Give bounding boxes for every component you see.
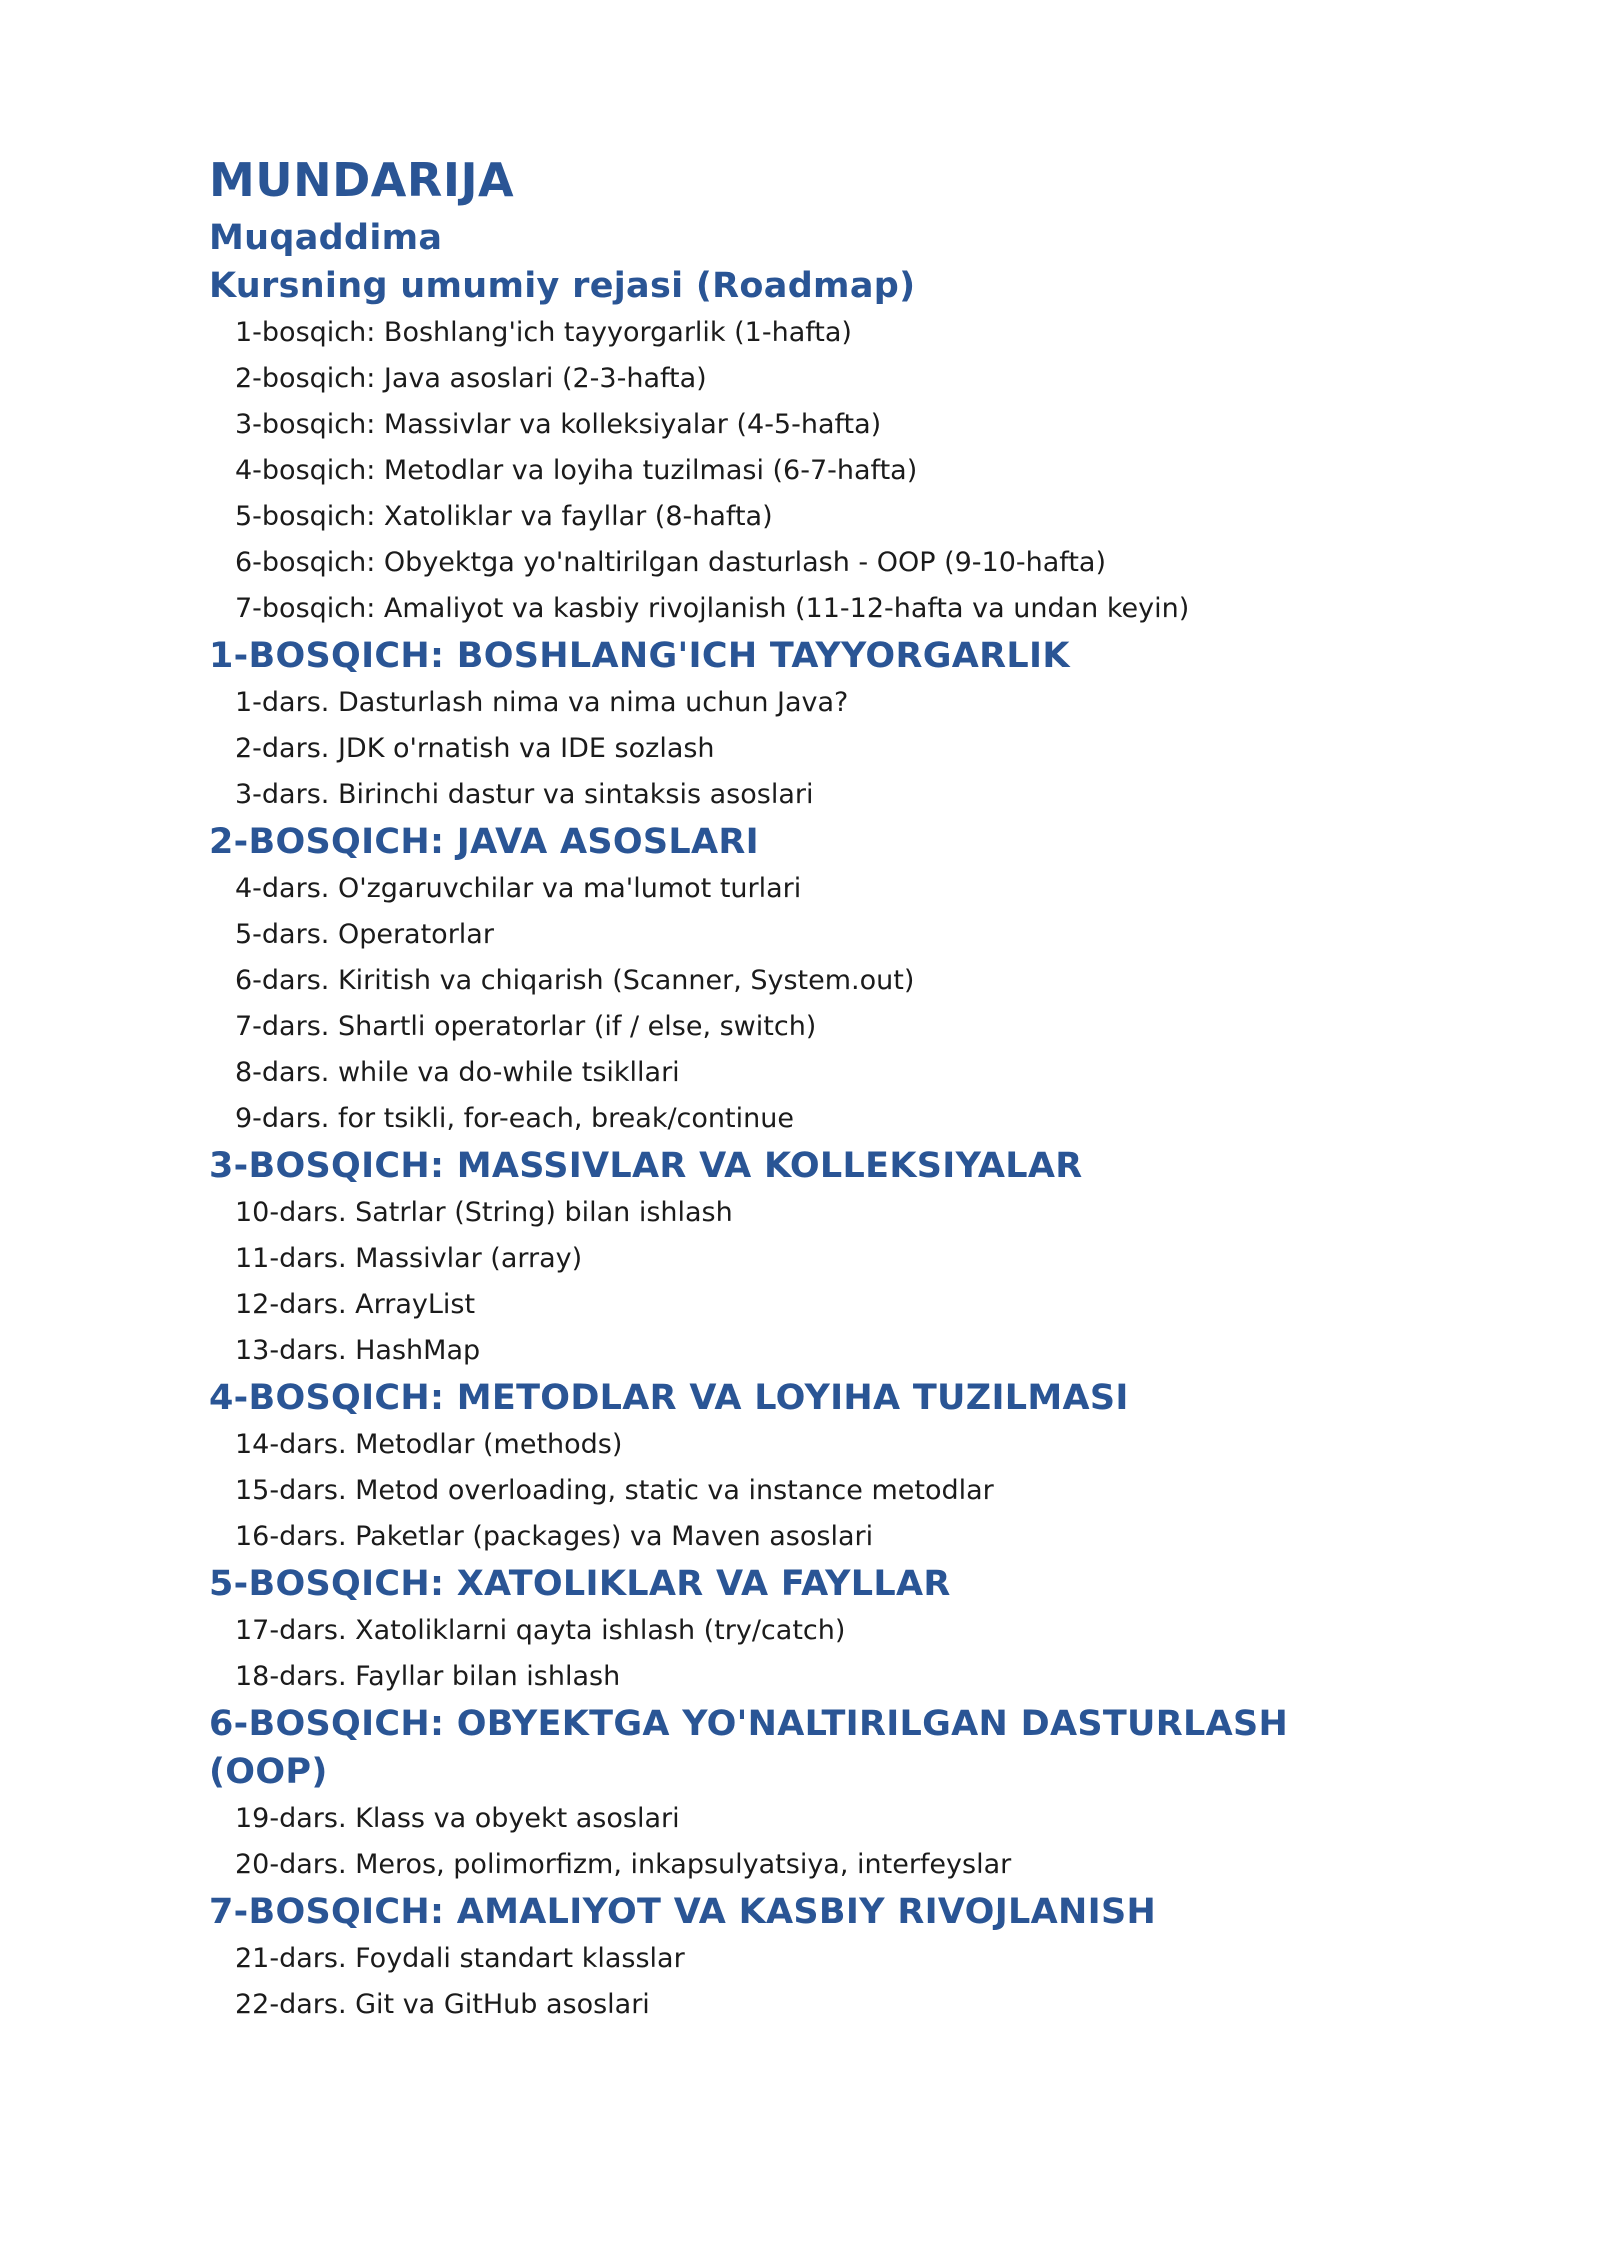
toc-entry[interactable]: 4-bosqich: Metodlar va loyiha tuzilmasi (6-7-hafta)	[235, 455, 918, 486]
toc-entry[interactable]: 17-dars. Xatoliklarni qayta ishlash (try/catch)	[235, 1615, 846, 1646]
toc-entry[interactable]: 20-dars. Meros, polimorfizm, inkapsulyatsiya, interfeyslar	[235, 1849, 1012, 1880]
toc-entry[interactable]: 2-bosqich: Java asoslari (2-3-hafta)	[235, 363, 707, 394]
toc-heading-stage-7[interactable]: 7-BOSQICH: AMALIYOT VA KASBIY RIVOJLANISH	[209, 1892, 1157, 1932]
toc-entry[interactable]: 14-dars. Metodlar (methods)	[235, 1429, 623, 1460]
toc-heading-stage-4[interactable]: 4-BOSQICH: METODLAR VA LOYIHA TUZILMASI	[209, 1378, 1129, 1418]
toc-entry[interactable]: 3-bosqich: Massivlar va kolleksiyalar (4-5-hafta)	[235, 409, 882, 440]
page-title: MUNDARIJA	[209, 153, 515, 207]
toc-entry[interactable]: 10-dars. Satrlar (String) bilan ishlash	[235, 1197, 733, 1228]
toc-entry[interactable]: 1-dars. Dasturlash nima va nima uchun Java?	[235, 687, 849, 718]
toc-heading-stage-3[interactable]: 3-BOSQICH: MASSIVLAR VA KOLLEKSIYALAR	[209, 1146, 1083, 1186]
table-of-contents	[209, 150, 1409, 2028]
toc-entry[interactable]: 6-bosqich: Obyektga yo'naltirilgan dasturlash - OOP (9-10-hafta)	[235, 547, 1107, 578]
toc-entry[interactable]: 7-bosqich: Amaliyot va kasbiy rivojlanish (11-12-hafta va undan keyin)	[235, 593, 1190, 624]
toc-entry[interactable]: 7-dars. Shartli operatorlar (if / else, switch)	[235, 1011, 817, 1042]
toc-entry[interactable]: 2-dars. JDK o'rnatish va IDE sozlash	[235, 733, 715, 764]
toc-entry[interactable]: 5-dars. Operatorlar	[235, 919, 494, 950]
toc-entry[interactable]: 19-dars. Klass va obyekt asoslari	[235, 1803, 680, 1834]
toc-heading-stage-1[interactable]: 1-BOSQICH: BOSHLANG'ICH TAYYORGARLIK	[209, 636, 1070, 676]
toc-entry[interactable]: 1-bosqich: Boshlang'ich tayyorgarlik (1-hafta)	[235, 317, 852, 348]
toc-entry[interactable]: 3-dars. Birinchi dastur va sintaksis asoslari	[235, 779, 814, 810]
toc-entry[interactable]: 5-bosqich: Xatoliklar va fayllar (8-hafta)	[235, 501, 773, 532]
toc-heading-stage-2[interactable]: 2-BOSQICH: JAVA ASOSLARI	[209, 822, 759, 862]
toc-entry[interactable]: 11-dars. Massivlar (array)	[235, 1243, 583, 1274]
toc-entry[interactable]: 13-dars. HashMap	[235, 1335, 481, 1366]
toc-entry[interactable]: 16-dars. Paketlar (packages) va Maven asoslari	[235, 1521, 874, 1552]
toc-entry[interactable]: 8-dars. while va do-while tsikllari	[235, 1057, 680, 1088]
toc-entry[interactable]: 9-dars. for tsikli, for-each, break/continue	[235, 1103, 794, 1134]
toc-heading-stage-6[interactable]: 6-BOSQICH: OBYEKTGA YO'NALTIRILGAN DASTURLASH	[209, 1704, 1289, 1744]
toc-heading-intro[interactable]: Muqaddima	[209, 218, 443, 258]
toc-entry[interactable]: 22-dars. Git va GitHub asoslari	[235, 1989, 650, 2020]
toc-entry[interactable]: 15-dars. Metod overloading, static va instance metodlar	[235, 1475, 994, 1506]
toc-entry[interactable]: 4-dars. O'zgaruvchilar va ma'lumot turlari	[235, 873, 802, 904]
toc-entry[interactable]: 6-dars. Kiritish va chiqarish (Scanner, System.out)	[235, 965, 915, 996]
toc-heading-stage-6-continued[interactable]: (OOP)	[209, 1752, 328, 1792]
toc-heading-roadmap[interactable]: Kursning umumiy rejasi (Roadmap)	[209, 266, 916, 306]
toc-entry[interactable]: 21-dars. Foydali standart klasslar	[235, 1943, 685, 1974]
toc-entry[interactable]: 18-dars. Fayllar bilan ishlash	[235, 1661, 621, 1692]
toc-heading-stage-5[interactable]: 5-BOSQICH: XATOLIKLAR VA FAYLLAR	[209, 1564, 951, 1604]
toc-entry[interactable]: 12-dars. ArrayList	[235, 1289, 476, 1320]
